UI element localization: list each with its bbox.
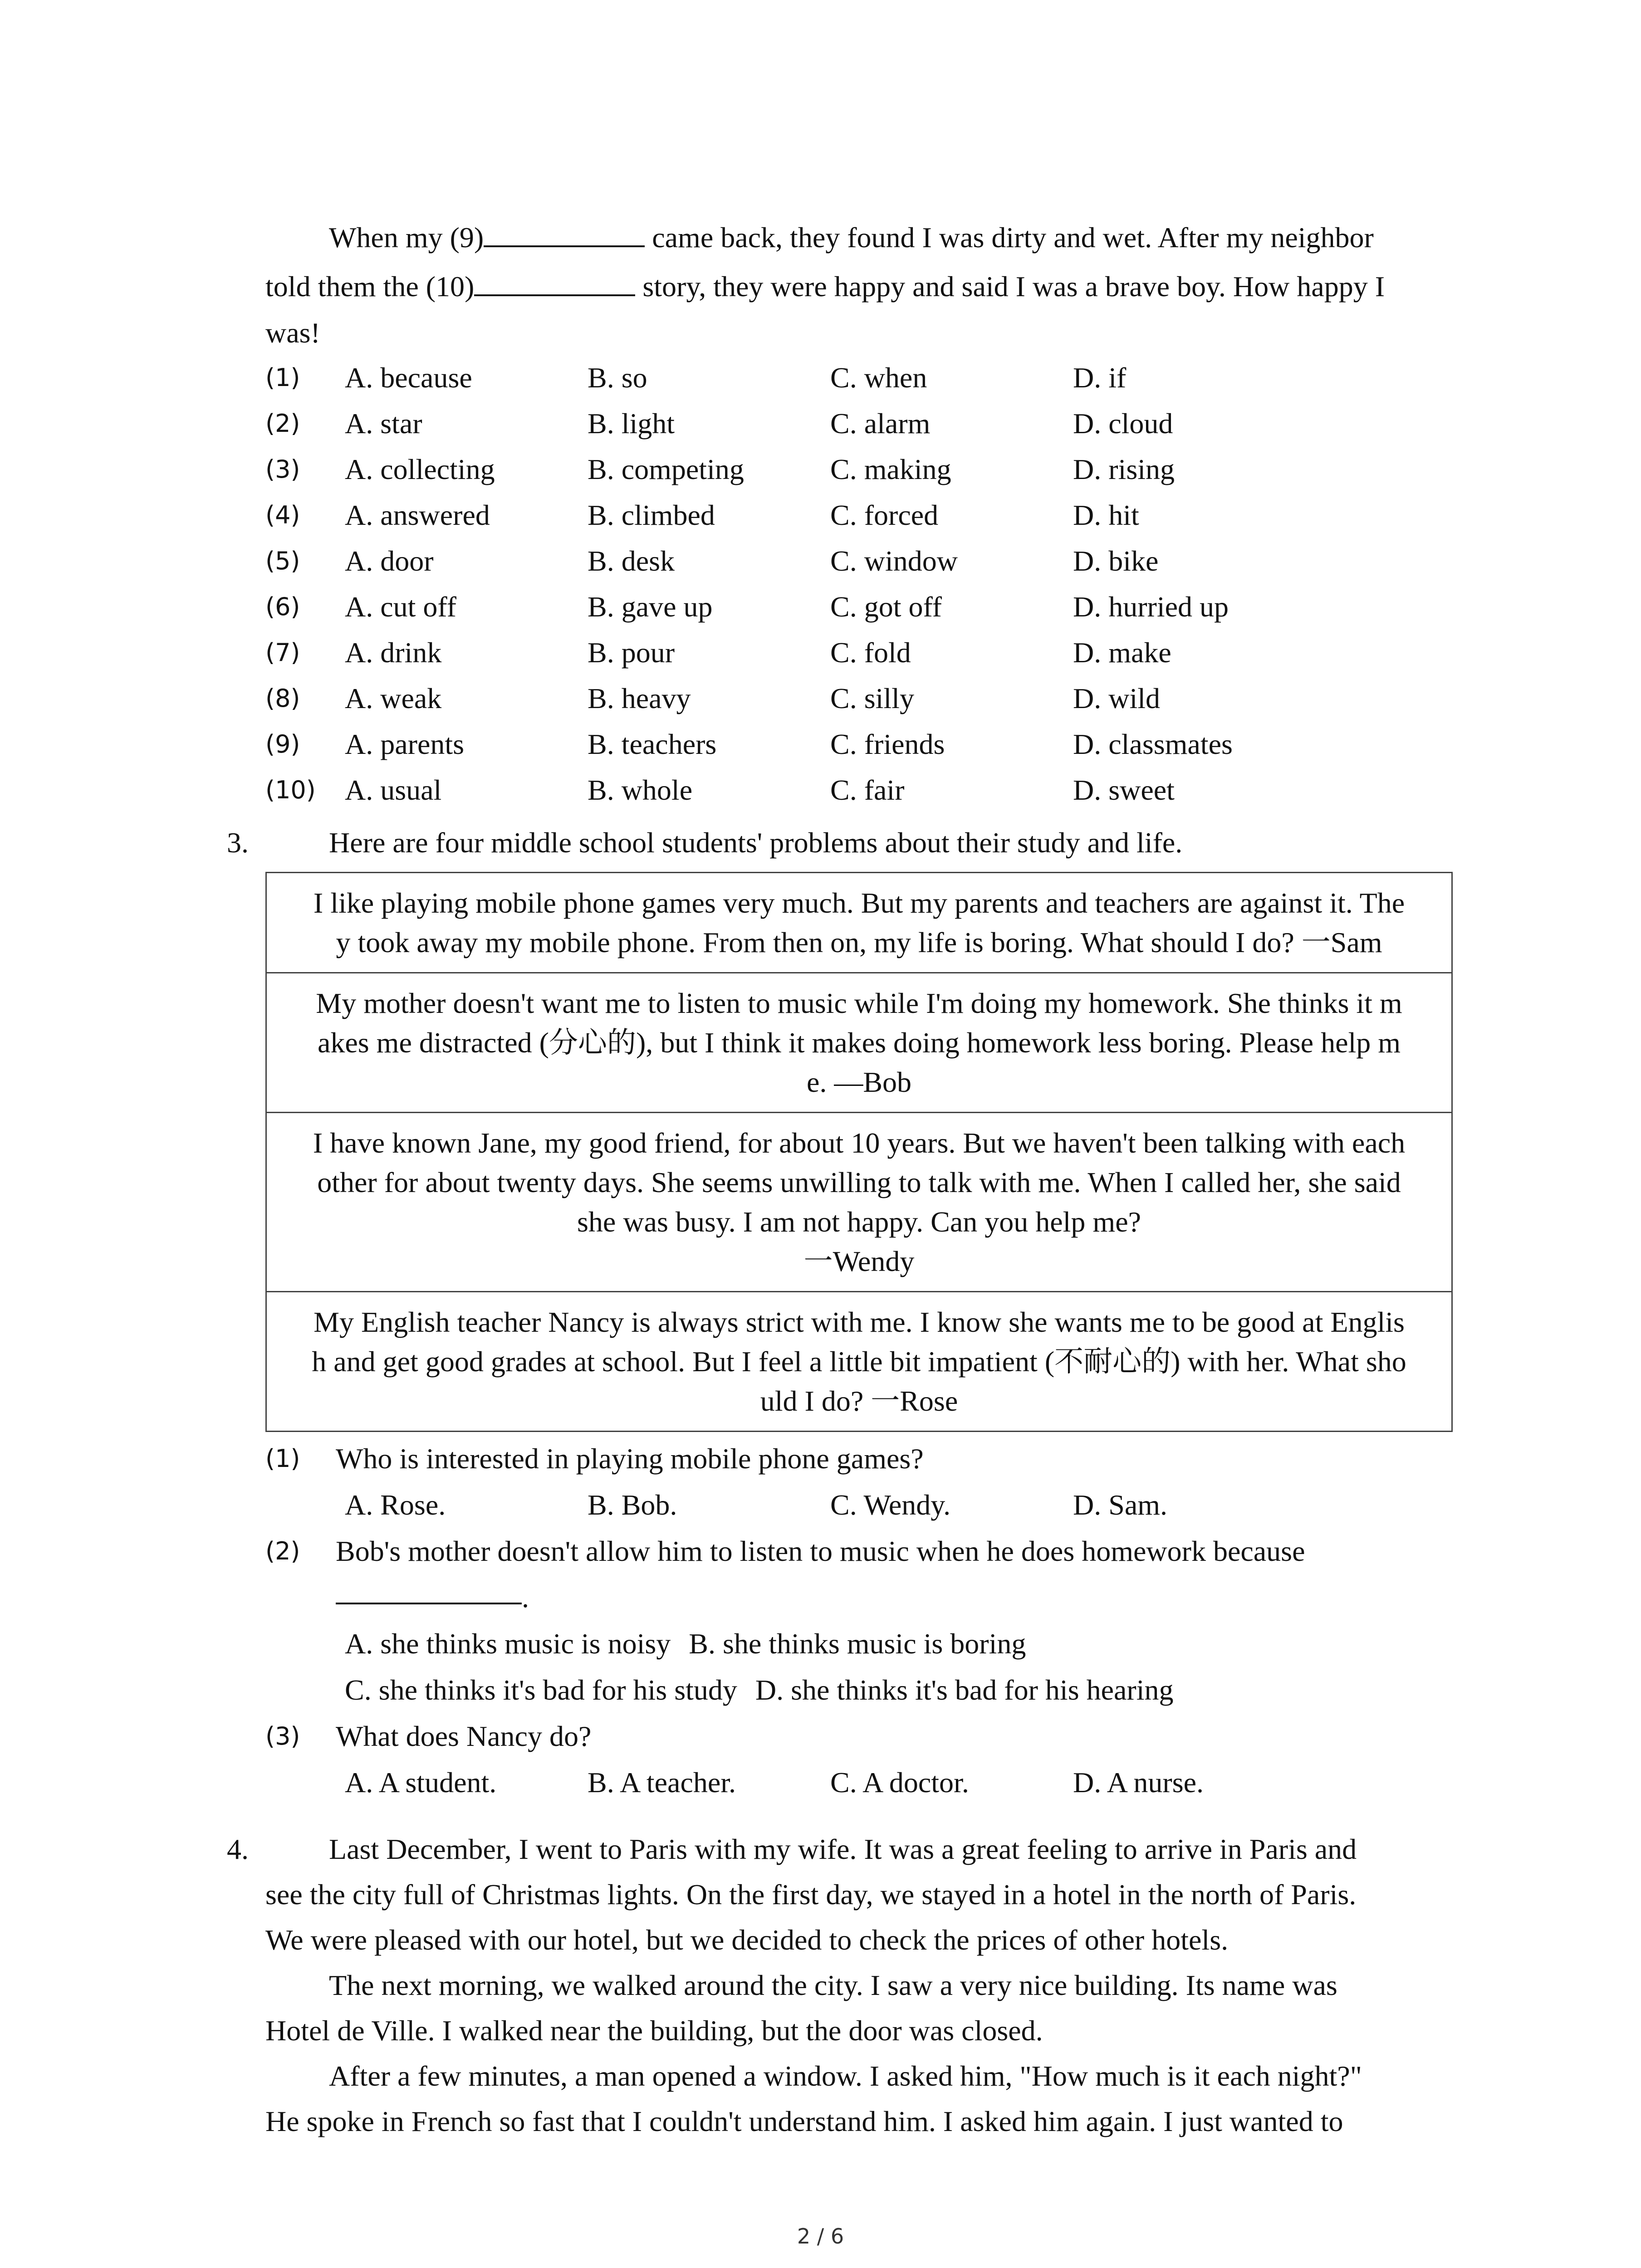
option-row: (7) A. drink B. pour C. fold D. make	[265, 636, 1171, 669]
question-3-sub-1: (1) Who is interested in playing mobile phone games? A. Rose. B. Bob. C. Wendy. D. Sam.	[265, 1442, 1167, 1521]
problem-cell: My English teacher Nancy is always strict with me. I know she wants me to be good at Englis h and get good grades at school. But I feel a little bit impatient (不耐心的) with her. What sho uld I do? 一Rose	[266, 1292, 1452, 1432]
answer-blank-9	[484, 217, 645, 247]
option-row: (4) A. answered B. climbed C. forced D. hit	[265, 499, 1139, 531]
question-4-header: 4. Last December, I went to Paris with my wife. It was a great feeling to arrive in Paris and	[227, 1833, 1357, 1865]
problems-table	[265, 872, 1453, 1432]
option-row: (9) A. parents B. teachers C. friends D. classmates	[265, 728, 1233, 760]
option-row: (10) A. usual B. whole C. fair D. sweet	[265, 773, 1175, 806]
answer-blank	[336, 1574, 522, 1604]
cloze-options	[265, 355, 1445, 813]
option-row: (3) A. collecting B. competing C. making D. rising	[265, 453, 1175, 485]
problem-row-sam	[266, 873, 1452, 973]
option-row: (6) A. cut off B. gave up C. got off D. hurried up	[265, 590, 1229, 623]
option-row: (1) A. because B. so C. when D. if	[265, 361, 1127, 394]
answer-blank-10	[474, 266, 635, 296]
question-3-sub-3: (3) What does Nancy do? A. A student. B. A teacher. C. A doctor. D. A nurse.	[265, 1720, 1204, 1799]
cloze-passage-end	[265, 213, 1445, 355]
page-number: 2 / 6	[797, 2224, 844, 2248]
question-3-sub-2: (2) Bob's mother doesn't allow him to listen to music when he does homework because . A. she thinks music is noisy B. she thinks music is boring C. she thinks it's bad for his study D. she thinks it's bad for his hearing	[265, 1535, 1305, 1706]
option-row: (5) A. door B. desk C. window D. bike	[265, 544, 1159, 577]
question-4	[227, 1827, 1445, 2144]
cloze-line-3: was!	[265, 317, 320, 349]
question-3-header: 3. Here are four middle school students' problems about their study and life.	[227, 826, 1183, 859]
problem-row-rose	[266, 1292, 1452, 1432]
problem-cell: My mother doesn't want me to listen to music while I'm doing my homework. She thinks it m akes me distracted (分心的), but I think it makes doing homework less boring. Please help m e. —Bob	[266, 973, 1452, 1113]
option-row: (2) A. star B. light C. alarm D. cloud	[265, 407, 1173, 440]
question-3	[227, 818, 1445, 1806]
cloze-line-2: told them the (10) story, they were happy and said I was a brave boy. How happy I	[265, 262, 1445, 311]
problem-cell: I have known Jane, my good friend, for about 10 years. But we haven't been talking with each other for about twenty days. She seems unwilling to talk with me. When I called her, she said she was busy. I am not happy. Can you help me? 一Wendy	[266, 1113, 1452, 1292]
cloze-line-1: When my (9) came back, they found I was dirty and wet. After my neighbor	[265, 213, 1445, 262]
problem-row-bob	[266, 973, 1452, 1113]
option-row: (8) A. weak B. heavy C. silly D. wild	[265, 682, 1160, 714]
problem-row-wendy	[266, 1113, 1452, 1292]
passage-text: see the city full of Christmas lights. On the first day, we stayed in a hotel in the north of Paris. We were pleased with our hotel, but we decided to check the prices of other hotels. The next morning, we walked around the city. I saw a very nice building. Its name was Hotel de Ville. I walked near the building, but the door was closed. After a few minutes, a man opened a window. I asked him, "How much is it each night?" He spoke in French so fast that I couldn't understand him. I asked him again. I just wanted to	[265, 1878, 1362, 2137]
page-content	[227, 213, 1445, 2144]
problem-cell: I like playing mobile phone games very much. But my parents and teachers are against it. The y took away my mobile phone. From then on, my life is boring. What should I do? 一Sam	[266, 873, 1452, 973]
